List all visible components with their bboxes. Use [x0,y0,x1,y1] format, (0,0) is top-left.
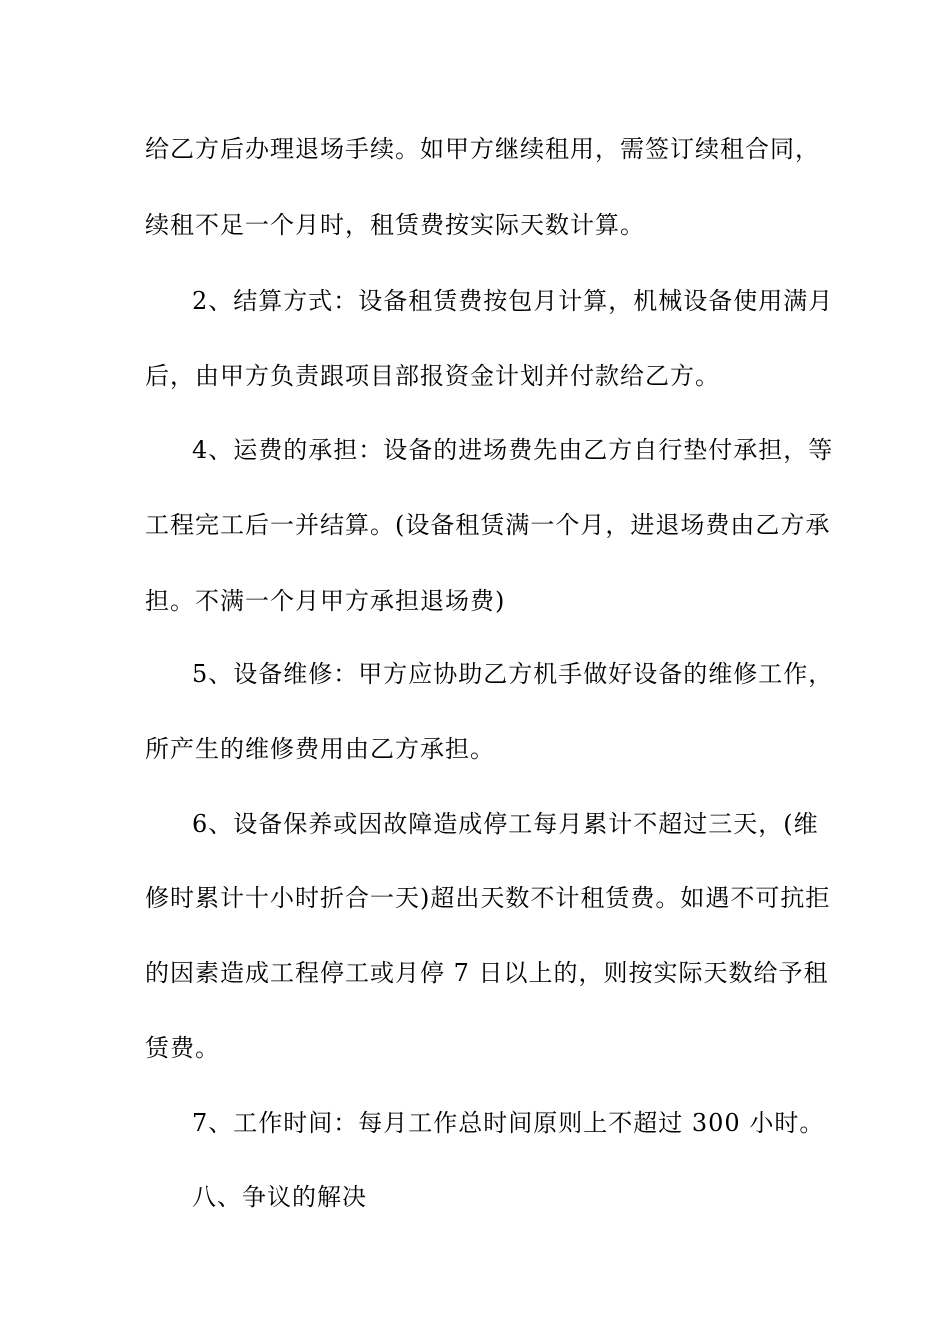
paragraph-line: 赁费。 [145,1034,220,1062]
clause-5-line: 5、设备维修：甲方应协助乙方机手做好设备的维修工作， [192,660,834,688]
clause-2-line: 2、结算方式：设备租赁费按包月计算，机械设备使用满月 [192,287,834,315]
paragraph-line: 后，由甲方负责跟项目部报资金计划并付款给乙方。 [145,362,720,390]
paragraph-line: 修时累计十小时折合一天)超出天数不计租赁费。如遇不可抗拒 [145,884,831,912]
paragraph-line: 担。不满一个月甲方承担退场费) [145,587,506,615]
paragraph-line: 给乙方后办理退场手续。如甲方继续租用，需签订续租合同， [145,135,820,163]
paragraph-line: 所产生的维修费用由乙方承担。 [145,735,495,763]
clause-4-line: 4、运费的承担：设备的进场费先由乙方自行垫付承担，等 [192,436,834,464]
paragraph-line: 工程完工后一并结算。(设备租赁满一个月，进退场费由乙方承 [145,511,831,539]
paragraph-line: 续租不足一个月时，租赁费按实际天数计算。 [145,211,645,239]
clause-7-line: 7、工作时间：每月工作总时间原则上不超过 300 小时。 [192,1109,825,1137]
clause-6-line: 6、设备保养或因故障造成停工每月累计不超过三天，(维 [192,810,819,838]
section-heading: 八、争议的解决 [192,1183,367,1211]
paragraph-line: 的因素造成工程停工或月停 7 日以上的，则按实际天数给予租 [145,959,829,987]
